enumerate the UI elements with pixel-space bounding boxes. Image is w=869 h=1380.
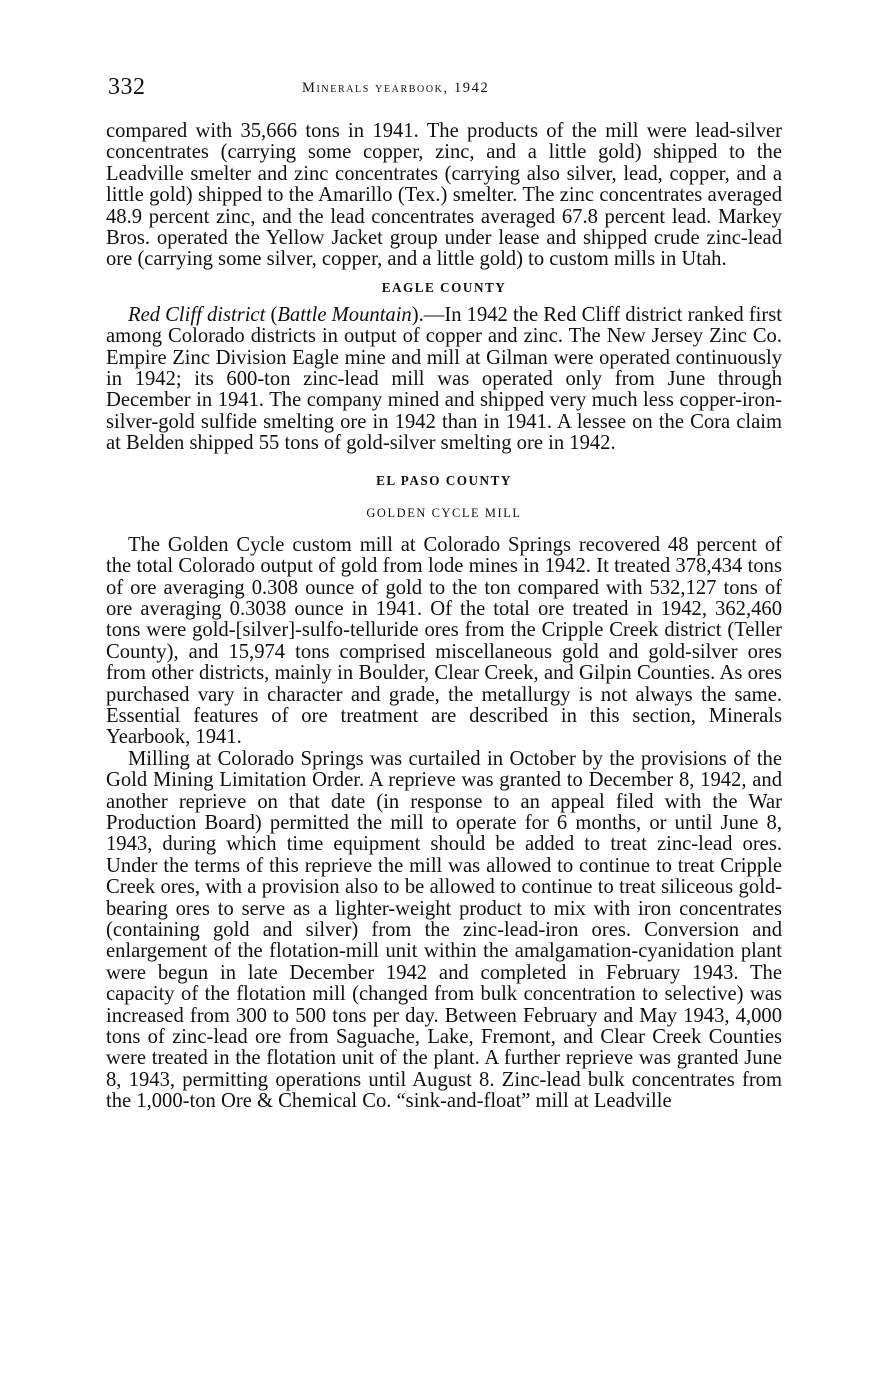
section-heading-eagle-county: EAGLE COUNTY (381, 279, 507, 295)
page-header (108, 74, 780, 104)
subsection-heading-golden-cycle-mill: GOLDEN CYCLE MILL (366, 505, 522, 520)
page-number: 332 (108, 74, 146, 100)
district-name: Red Cliff district (128, 303, 266, 326)
paragraph-red-cliff-text: In 1942 the Red Cliff district ranked first among Colorado districts in output of copper and zinc. The New Jersey Zinc Co. Empire Zinc Division Eagle mine and mill at Gilman were operated continuously in 1942; its 600-ton zinc-lead mill was operated only from June through December in 1941. The company mined and shipped very much less copper-iron-silver-gold sulfide smelting ore in 1942 than in 1941. A lessee on the Cora claim at Belden shipped 55 tons of gold-silver smelting ore in 1942. (106, 303, 782, 455)
running-title: minerals yearbook, 1942 (302, 80, 490, 96)
paragraph-red-cliff: Red Cliff district (Battle Mountain).—In 1942 the Red Cliff district ranked first among Colorado districts in output of copper and zinc. The New Jersey Zinc Co. Empire Zinc Division Eagle mine and mill at Gilman were operated continuously in 1942; its 600-ton zinc-lead mill was operated only from June through December in 1941. The company mined and shipped very much less copper-iron-silver-gold sulfide smelting ore in 1942 than in 1941. A lessee on the Cora claim at Belden shipped 55 tons of gold-silver smelting ore in 1942. (106, 303, 782, 455)
paragraph-milling: Milling at Colorado Springs was curtailed in October by the provisions of the Gold Mining Limitation Order. A reprieve was granted to December 8, 1942, and another reprieve on that date (in response to an appeal filed with the War Production Board) permitted the mill to operate for 6 months, or until June 8, 1943, during which time equipment should be added to treat zinc-lead ores. Under the terms of this reprieve the mill was allowed to continue to treat Cripple Creek ores, with a provision also to be allowed to continue to treat siliceous gold-bearing ores to serve as a lighter-weight product to mix with iron concentrates (containing gold and silver) from the zinc-lead-iron ores. Conversion and enlargement of the flotation-mill unit within the amalgamation-cyanidation plant were begun in late December 1942 and completed in February 1943. The capacity of the flotation mill (changed from bulk concentration to selective) was increased from 300 to 500 tons per day. Between February and May 1943, 4,000 tons of zinc-lead ore from Saguache, Lake, Fremont, and Clear Creek Counties were treated in the flotation unit of the plant. A further reprieve was granted June 8, 1943, permitting operations until August 8. Zinc-lead bulk concentrates from the 1,000-ton Ore & Chemical Co. “sink-and-float” mill at Leadville (106, 747, 782, 1113)
paragraph-golden-cycle: The Golden Cycle custom mill at Colorado Springs recovered 48 percent of the total Colorado output of gold from lode mines in 1942. It treated 378,434 tons of ore averaging 0.308 ounce of gold to the ton compared with 532,127 tons of ore averaging 0.3038 ounce in 1941. Of the total ore treated in 1942, 362,460 tons were gold-[silver]-sulfo-telluride ores from the Cripple Creek district (Teller County), and 15,974 tons comprised miscellaneous gold and gold-silver ores from other districts, mainly in Boulder, Clear Creek, and Gilpin Counties. As ores purchased vary in character and grade, the metallurgy is not always the same. Essential features of ore treatment are described in this section, Minerals Yearbook, 1941. (106, 533, 782, 749)
district-area: Battle Mountain (277, 303, 412, 326)
page-body (106, 121, 782, 1113)
section-heading-el-paso-county: EL PASO COUNTY (376, 472, 512, 488)
paragraph-continuation: compared with 35,666 tons in 1941. The products of the mill were lead-silver concentrates (carrying some copper, zinc, and a little gold) shipped to the Leadville smelter and zinc concentrates (carrying also silver, lead, copper, and a little gold) shipped to the Amarillo (Tex.) smelter. The zinc concentrates averaged 48.9 percent zinc, and the lead concentrates averaged 67.8 percent lead. Markey Bros. operated the Yellow Jacket group under lease and shipped crude zinc-lead ore (carrying some silver, copper, and a little gold) to custom mills in Utah. (106, 120, 782, 271)
